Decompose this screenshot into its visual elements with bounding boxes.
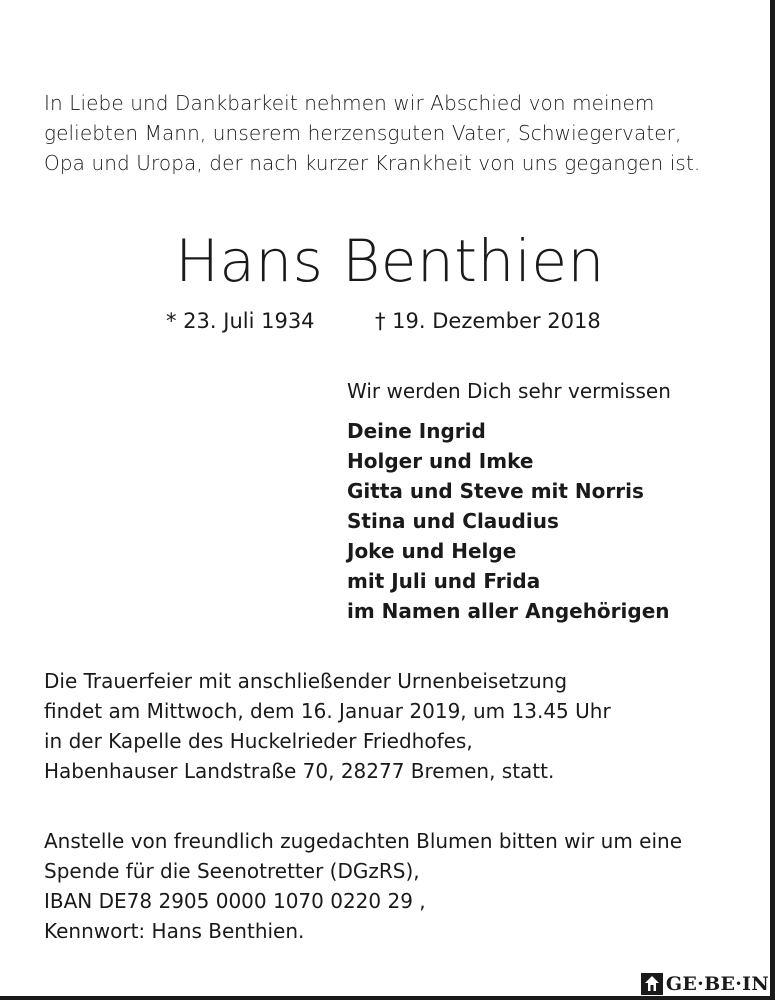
mourner-name: Holger und Imke	[347, 449, 534, 473]
mourner-name: Gitta und Steve mit Norris	[347, 479, 644, 503]
intro-text	[44, 88, 744, 178]
donation-line: Spende für die Seenotretter (DGzRS),	[44, 859, 420, 883]
mourner-name: Deine Ingrid	[347, 419, 486, 443]
intro-line: In Liebe und Dankbarkeit nehmen wir Abschied von meinem	[44, 91, 655, 115]
service-line: Die Trauerfeier mit anschließender Urnenbeisetzung	[44, 669, 568, 693]
mourner-name: mit Juli und Frida	[347, 569, 541, 593]
donation-line: Anstelle von freundlich zugedachten Blumen bitten wir um eine	[44, 829, 682, 853]
logo-text: GE·BE·IN	[665, 973, 769, 995]
mourner-name: im Namen aller Angehörigen	[347, 599, 670, 623]
donation-line: Kennwort: Hans Benthien.	[44, 919, 305, 943]
mourner-list	[347, 416, 670, 626]
mourner-name: Joke und Helge	[347, 539, 517, 563]
mourner-message: Wir werden Dich sehr vermissen	[347, 379, 671, 403]
death-date: † 19. Dezember 2018	[375, 309, 601, 333]
gebein-emblem-icon	[641, 973, 663, 995]
intro-line: Opa und Uropa, der nach kurzer Krankheit von uns gegangen ist.	[44, 151, 701, 175]
deceased-name: Hans Benthien	[175, 227, 605, 295]
intro-line: geliebten Mann, unserem herzensguten Vater, Schwiegervater,	[44, 121, 682, 145]
mourner-name: Stina und Claudius	[347, 509, 559, 533]
service-line: findet am Mittwoch, dem 16. Januar 2019, um 13.45 Uhr	[44, 699, 611, 723]
birth-date: * 23. Juli 1934	[166, 309, 315, 333]
gebein-logo	[637, 972, 769, 996]
service-info	[44, 666, 611, 786]
service-line: Habenhauser Landstraße 70, 28277 Bremen, statt.	[44, 759, 555, 783]
donation-line: IBAN DE78 2905 0000 1070 0220 29 ,	[44, 889, 426, 913]
service-line: in der Kapelle des Huckelrieder Friedhofes,	[44, 729, 473, 753]
donation-info	[44, 826, 682, 946]
